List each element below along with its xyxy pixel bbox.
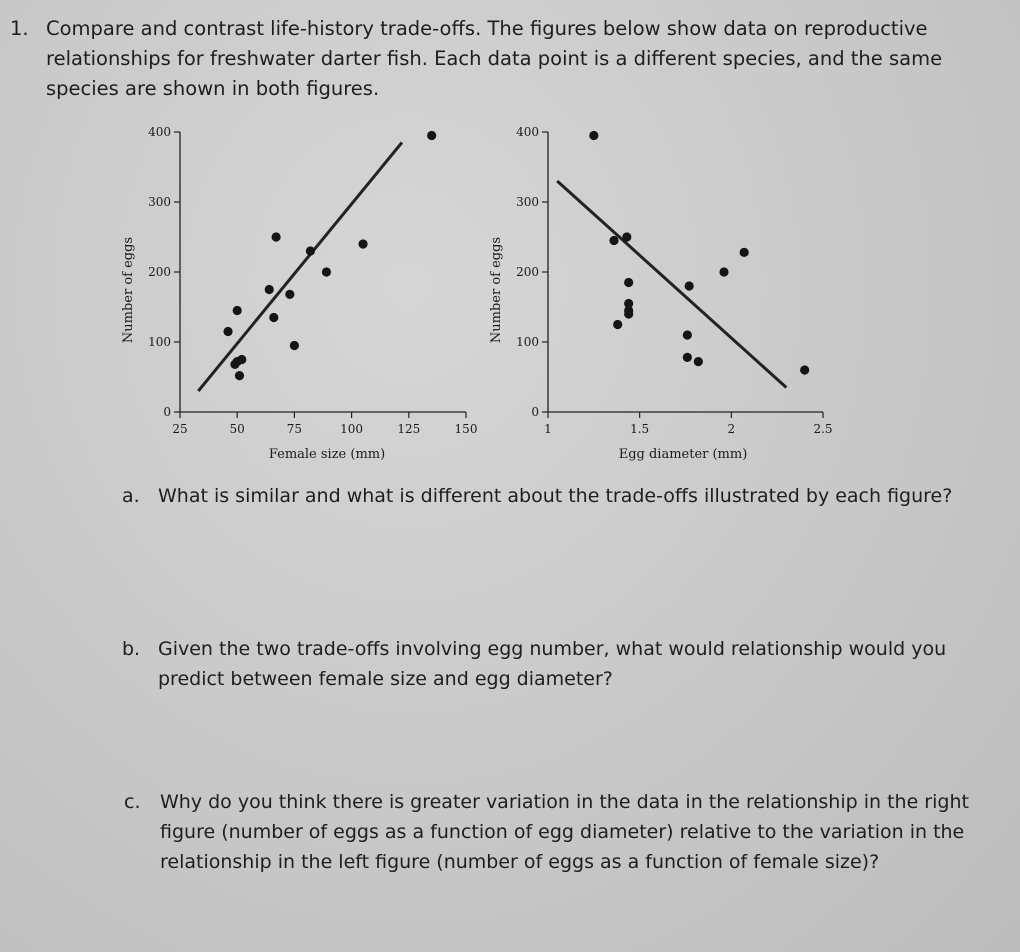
right-ytick-label: 200 <box>516 265 539 279</box>
right-ytick-label: 300 <box>516 195 539 209</box>
left-data-point <box>265 285 274 294</box>
right-data-point <box>609 236 618 245</box>
right-data-point <box>719 267 728 276</box>
chart-left <box>121 125 477 462</box>
right-data-point <box>624 278 633 287</box>
left-ytick-label: 200 <box>148 265 171 279</box>
right-xtick-label: 2 <box>727 422 736 436</box>
right-data-point <box>613 320 622 329</box>
right-ylabel: Number of eggs <box>489 236 504 344</box>
right-ytick-label: 100 <box>516 335 539 349</box>
right-data-point <box>683 353 692 362</box>
left-data-point <box>233 306 242 315</box>
sub-question-b-text: Given the two trade-offs involving egg number, what would relationship would you predict between female size and egg diameter? <box>158 638 947 690</box>
left-data-point <box>285 290 294 299</box>
right-xlabel: Egg diameter (mm) <box>618 447 748 462</box>
left-xtick-label: 100 <box>340 422 364 436</box>
left-ylabel: Number of eggs <box>121 236 136 344</box>
left-data-point <box>427 131 436 140</box>
right-ytick-label: 400 <box>516 125 539 139</box>
sub-question-a <box>122 481 982 511</box>
left-data-point <box>269 313 278 322</box>
sub-question-c-letter: c. <box>124 791 141 813</box>
left-ytick-label: 400 <box>148 125 171 139</box>
right-xtick-label: 2.5 <box>813 422 833 436</box>
right-data-point <box>694 357 703 366</box>
left-data-point <box>358 239 367 248</box>
left-data-point <box>306 246 315 255</box>
left-data-point <box>223 327 232 336</box>
left-trendline <box>198 143 402 392</box>
question-1 <box>10 14 970 104</box>
sub-question-b <box>122 634 962 694</box>
left-data-point <box>322 267 331 276</box>
right-data-point <box>589 131 598 140</box>
sub-question-a-text: What is similar and what is different about the trade-offs illustrated by each figure? <box>158 485 953 507</box>
figures <box>100 110 860 480</box>
right-trendline <box>557 181 786 388</box>
left-xlabel: Female size (mm) <box>268 447 386 462</box>
right-xtick-label: 1 <box>544 422 552 436</box>
left-data-point <box>271 232 280 241</box>
question-text: Compare and contrast life-history trade-offs. The figures below show data on reproductive relationships for freshwater darter fish. Each data point is a different species, and the same species are shown in both figures. <box>46 17 943 100</box>
sub-question-c-text: Why do you think there is greater variation in the data in the relationship in the right figure (number of eggs as a function of egg diameter) relative to the variation in the relationship in the left figure (number of eggs as a function of female size)? <box>160 791 969 873</box>
chart-right <box>489 125 833 462</box>
right-xtick-label: 1.5 <box>630 422 650 436</box>
right-data-point <box>740 248 749 257</box>
question-number: 1. <box>10 17 29 40</box>
left-ytick-label: 0 <box>163 405 171 419</box>
left-data-point <box>235 371 244 380</box>
left-data-point <box>237 355 246 364</box>
sub-question-a-letter: a. <box>122 485 140 507</box>
right-data-point <box>683 330 692 339</box>
left-xtick-label: 125 <box>397 422 421 436</box>
sub-question-c <box>124 787 974 877</box>
left-xtick-label: 150 <box>454 422 478 436</box>
sub-question-b-letter: b. <box>122 638 141 660</box>
right-data-point <box>624 309 633 318</box>
right-ytick-label: 0 <box>531 405 539 419</box>
left-data-point <box>290 341 299 350</box>
left-ytick-label: 100 <box>148 335 171 349</box>
left-ytick-label: 300 <box>148 195 171 209</box>
left-xtick-label: 75 <box>286 422 303 436</box>
left-xtick-label: 50 <box>229 422 245 436</box>
right-data-point <box>622 232 631 241</box>
left-xtick-label: 25 <box>172 422 188 436</box>
right-data-point <box>685 281 694 290</box>
right-data-point <box>800 365 809 374</box>
